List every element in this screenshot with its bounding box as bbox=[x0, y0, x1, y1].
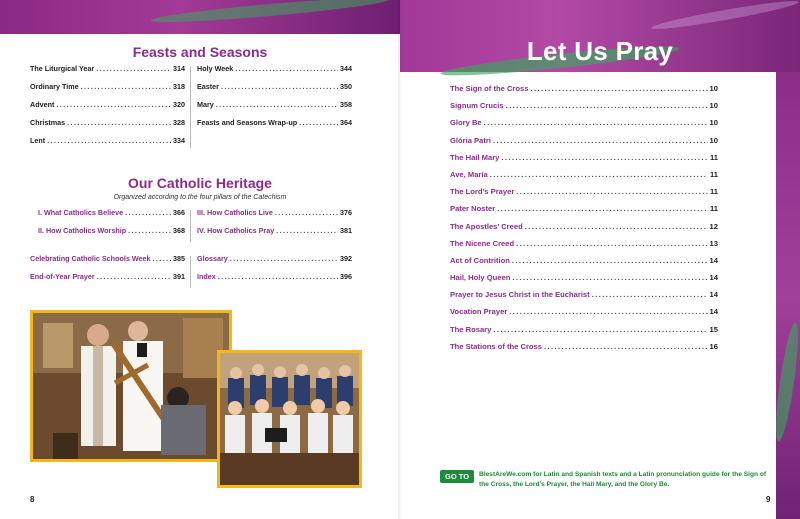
toc-entry[interactable]: IV. How Catholics Pray ..... 381 bbox=[197, 226, 352, 244]
toc-entry[interactable]: Ordinary Time ..... 318 bbox=[30, 82, 185, 100]
column-divider bbox=[190, 66, 191, 148]
feasts-col-1 bbox=[30, 64, 185, 154]
prayer-entry[interactable]: Vocation Prayer ..... 14 bbox=[450, 307, 718, 324]
photo-altar-servers bbox=[30, 310, 232, 462]
toc-entry[interactable]: Feasts and Seasons Wrap-up ..... 364 bbox=[197, 118, 352, 136]
heritage-col-2 bbox=[197, 208, 352, 244]
toc-entry[interactable]: Christmas ..... 328 bbox=[30, 118, 185, 136]
heritage-col-2b bbox=[197, 254, 352, 290]
prayer-entry[interactable]: Act of Contrition ..... 14 bbox=[450, 256, 718, 273]
prayer-entry[interactable]: Ave, María ..... 11 bbox=[450, 170, 718, 187]
prayer-entry[interactable]: Signum Crucis ..... 10 bbox=[450, 101, 718, 118]
toc-entry[interactable]: End-of-Year Prayer ..... 391 bbox=[30, 272, 185, 290]
prayer-entry[interactable]: Glory Be ..... 10 bbox=[450, 118, 718, 135]
column-divider bbox=[190, 256, 191, 288]
book-spine bbox=[398, 0, 402, 519]
prayer-entry[interactable]: The Hail Mary ..... 11 bbox=[450, 153, 718, 170]
toc-entry[interactable]: Index ..... 396 bbox=[197, 272, 352, 290]
prayer-list bbox=[450, 84, 718, 359]
heritage-col-1 bbox=[38, 208, 185, 244]
heritage-title: Our Catholic Heritage bbox=[128, 175, 272, 191]
toc-entry[interactable]: Mary ..... 358 bbox=[197, 100, 352, 118]
feasts-title: Feasts and Seasons bbox=[132, 44, 268, 60]
page-title: Let Us Pray bbox=[526, 36, 674, 66]
goto-badge: GO TO bbox=[440, 470, 474, 483]
prayer-entry[interactable]: The Apostles’ Creed ..... 12 bbox=[450, 222, 718, 239]
photo-choir bbox=[217, 350, 362, 488]
toc-entry[interactable]: Lent ..... 334 bbox=[30, 136, 185, 154]
right-page bbox=[400, 0, 800, 519]
toc-entry[interactable]: Easter ..... 350 bbox=[197, 82, 352, 100]
prayer-entry[interactable]: The Rosary ..... 15 bbox=[450, 325, 718, 342]
goto-callout bbox=[440, 470, 769, 490]
prayer-entry[interactable]: The Sign of the Cross ..... 10 bbox=[450, 84, 718, 101]
toc-entry[interactable]: III. How Catholics Live ..... 376 bbox=[197, 208, 352, 226]
right-decorative-edge bbox=[776, 72, 800, 519]
prayer-entry[interactable]: The Nicene Creed ..... 13 bbox=[450, 239, 718, 256]
column-divider bbox=[190, 210, 191, 242]
toc-entry[interactable]: Advent ..... 320 bbox=[30, 100, 185, 118]
top-decorative-band bbox=[0, 0, 400, 34]
heritage-subtitle: Organized according to the four pillars of the Catechism bbox=[113, 194, 287, 201]
page-number: 9 bbox=[766, 495, 771, 504]
toc-entry[interactable]: I. What Catholics Believe ..... 366 bbox=[38, 208, 185, 226]
heritage-col-1b bbox=[30, 254, 185, 290]
prayer-entry[interactable]: The Stations of the Cross ..... 16 bbox=[450, 342, 718, 359]
prayer-entry[interactable]: Prayer to Jesus Christ in the Eucharist ..... 14 bbox=[450, 290, 718, 307]
toc-entry[interactable]: II. How Catholics Worship ..... 368 bbox=[38, 226, 185, 244]
toc-entry[interactable]: Celebrating Catholic Schools Week ..... 385 bbox=[30, 254, 185, 272]
prayer-entry[interactable]: Pater Noster ..... 11 bbox=[450, 204, 718, 221]
page-number: 8 bbox=[30, 495, 35, 504]
feasts-col-2 bbox=[197, 64, 352, 136]
toc-entry[interactable]: The Liturgical Year ..... 314 bbox=[30, 64, 185, 82]
goto-link-text[interactable]: BlestAreWe.com for Latin and Spanish texts and a Latin pronunciation guide for the Sign of the Cross, the Lord’s Prayer, the Hail Mary, and the Glory Be. bbox=[479, 471, 767, 488]
prayer-entry[interactable]: The Lord’s Prayer ..... 11 bbox=[450, 187, 718, 204]
prayer-entry[interactable]: Glória Patri ..... 10 bbox=[450, 136, 718, 153]
toc-entry[interactable]: Holy Week ..... 344 bbox=[197, 64, 352, 82]
toc-entry[interactable]: Glossary ..... 392 bbox=[197, 254, 352, 272]
prayer-entry[interactable]: Hail, Holy Queen ..... 14 bbox=[450, 273, 718, 290]
